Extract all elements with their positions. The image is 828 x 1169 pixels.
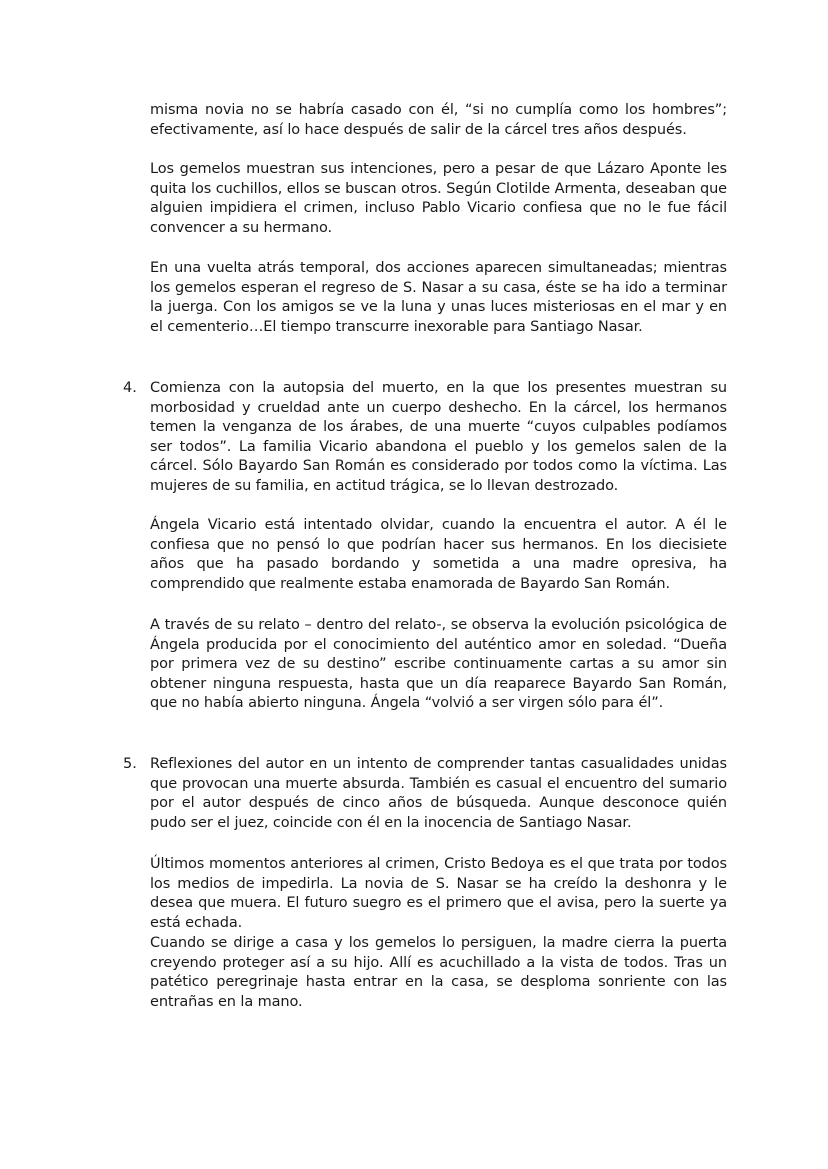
section-5-paragraph-1: Reflexiones del autor en un intento de comprender tantas casualidades unidas que provocan una muerte absurda. También es casual el encuentro del sumario por el autor después de cinco años de búsqueda. Aunque desconoce quién pudo ser el juez, coincide con él en la inocencia de Santiago Nasar.: [150, 756, 727, 831]
continuation-paragraph-1: misma novia no se habría casado con él, “si no cumplía como los hombres”; efectivamente, así lo hace después de salir de la cárcel tres años después.: [150, 102, 727, 138]
section-4-paragraph-3: A través de su relato – dentro del relato-, se observa la evolución psicológica de Ángela producida por el conocimiento del auténtico amor en soledad. “Dueña por primera vez de su destino” escribe continuamente cartas a su amor sin obtener ninguna respuesta, hasta que un día reaparece Bayardo San Román, que no había abierto ninguna. Ángela “volvió a ser virgen sólo para él”.: [150, 617, 727, 712]
section-4-number: 4.: [123, 380, 137, 396]
section-4-paragraph-1: Comienza con la autopsia del muerto, en la que los presentes muestran su morbosidad y crueldad ante un cuerpo deshecho. En la cárcel, los hermanos temen la venganza de los árabes, de una muerte “cuyos culpables podíamos ser todos”. La familia Vicario abandona el pueblo y los gemelos salen de la cárcel. Sólo Bayardo San Román es considerado por todos como la víctima. Las mujeres de su familia, en actitud trágica, se lo llevan destrozado.: [150, 380, 727, 494]
section-4-paragraph-2: Ángela Vicario está intentado olvidar, cuando la encuentra el autor. A él le confiesa que no pensó lo que podrían hacer sus hermanos. En los diecisiete años que ha pasado bordando y sometida a una madre opresiva, ha comprendido que realmente estaba enamorada de Bayardo San Román.: [150, 517, 727, 592]
continuation-paragraph-2: Los gemelos muestran sus intenciones, pero a pesar de que Lázaro Aponte les quita los cuchillos, ellos se buscan otros. Según Clotilde Armenta, deseaban que alguien impidiera el crimen, incluso Pablo Vicario confiesa que no le fue fácil convencer a su hermano.: [150, 161, 727, 236]
section-5-number: 5.: [123, 756, 137, 772]
section-5-paragraph-3: Cuando se dirige a casa y los gemelos lo persiguen, la madre cierra la puerta creyendo proteger así a su hijo. Allí es acuchillado a la vista de todos. Tras un patético peregrinaje hasta entrar en la casa, se desploma sonriente con las entrañas en la mano.: [150, 935, 727, 1010]
section-5-paragraph-2: Últimos momentos anteriores al crimen, Cristo Bedoya es el que trata por todos los medios de impedirla. La novia de S. Nasar se ha creído la deshonra y le desea que muera. El futuro suegro es el primero que el avisa, pero la suerte ya está echada.: [150, 856, 727, 931]
continuation-paragraph-3: En una vuelta atrás temporal, dos acciones aparecen simultaneadas; mientras los gemelos esperan el regreso de S. Nasar a su casa, éste se ha ido a terminar la juerga. Con los amigos se ve la luna y unas luces misteriosas en el mar y en el cementerio…El tiempo transcurre inexorable para Santiago Nasar.: [150, 260, 727, 335]
